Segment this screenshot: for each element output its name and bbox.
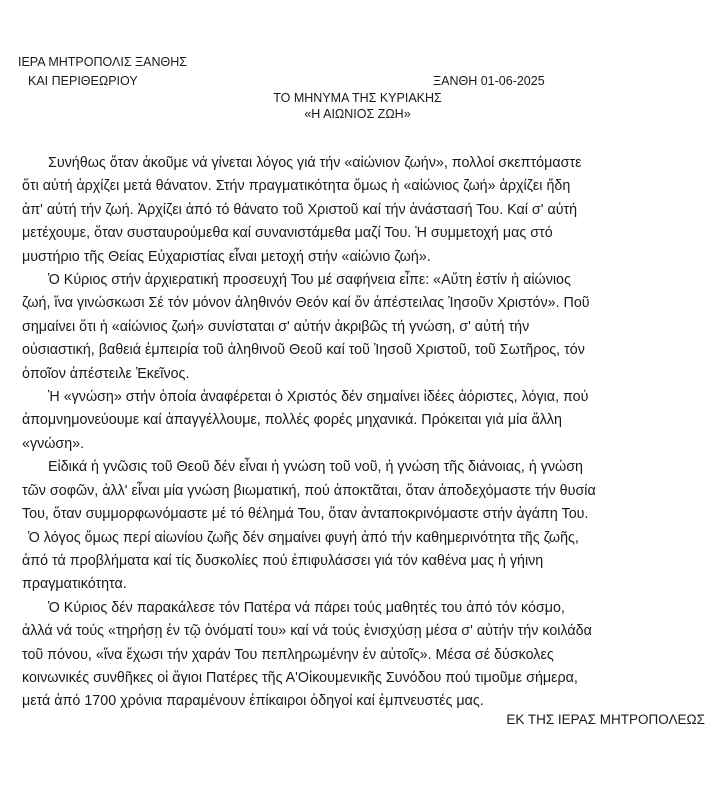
- place-date: ΞΑΝΘΗ 01-06-2025: [433, 74, 545, 88]
- paragraph-line: μυστήριο τῆς Θείας Εὐχαριστίας εἶναι μετοχή στήν «αἰώνιο ζωή».: [22, 248, 431, 265]
- signature: ΕΚ ΤΗΣ ΙΕΡΑΣ ΜΗΤΡΟΠΟΛΕΩΣ: [506, 712, 705, 727]
- paragraph-line: ἀλλά νά τούς «τηρήσῃ ἐν τῷ ὀνόματί του» καί νά τούς ἐνισχύσῃ μέσα σ' αὐτήν τήν κοιλάδα: [22, 623, 592, 640]
- paragraph-6: [22, 597, 702, 714]
- document-title-text: ΤΟ ΜΗΝΥΜΑ ΤΗΣ ΚΥΡΙΑΚΗΣ: [273, 91, 442, 105]
- document-subtitle-text: «Η ΑΙΩΝΙΟΣ ΖΩΗ»: [304, 107, 411, 121]
- paragraph-line: Ὁ λόγος ὅμως περί αἰωνίου ζωῆς δέν σημαίνει φυγή ἀπό τήν καθημερινότητα τῆς ζωῆς,: [28, 529, 579, 546]
- paragraph-line: οὐσιαστική, βαθειά ἐμπειρία τοῦ ἀληθινοῦ Θεοῦ καί τοῦ Ἰησοῦ Χριστοῦ, τοῦ Σωτῆρος, τόν: [22, 342, 585, 359]
- org-name-line1: ΙΕΡΑ ΜΗΤΡΟΠΟΛΙΣ ΞΑΝΘΗΣ: [18, 55, 187, 69]
- paragraph-line: κοινωνικές συνθῆκες οἱ ἅγιοι Πατέρες τῆς Α'Οἰκουμενικῆς Συνόδου πού τιμοῦμε σήμερα,: [22, 669, 578, 686]
- paragraph-line: ἀπό τά προβλήματα καί τίς δυσκολίες πού ἐπιφυλάσσει γιά τόν καθένα μας ἡ γήινη: [22, 552, 544, 569]
- paragraph-line: Του, ὅταν συμμορφωνόμαστε μέ τό θέλημά Του, ὅταν ἀνταποκρινόμαστε στήν ἀγάπη Του.: [22, 506, 589, 523]
- paragraph-line: ἀπομνημονεύουμε καί ἀπαγγέλλουμε, πολλές φορές μηχανικά. Πρόκειται γιά μία ἄλλη: [22, 412, 562, 429]
- paragraph-line: μετά ἀπό 1700 χρόνια παραμένουν ἐπίκαιροι ὁδηγοί καί ἐμπνευστές μας.: [22, 693, 484, 710]
- paragraph-line: μετέχουμε, ὅταν συσταυρούμεθα καί συνανιστάμεθα μαζί Του. Ἡ συμμετοχή μας στό: [22, 225, 553, 242]
- paragraph-line: τοῦ πόνου, «ἵνα ἔχωσι τήν χαράν Του πεπληρωμένην ἐν αὐτοῖς». Μέσα σέ δύσκολες: [22, 646, 554, 663]
- paragraph-line: Ὁ Κύριος δέν παρακάλεσε τόν Πατέρα νά πάρει τούς μαθητές του ἀπό τόν κόσμο,: [48, 599, 565, 616]
- paragraph-5: [22, 527, 702, 597]
- paragraph-line: «γνώση».: [22, 435, 85, 452]
- document-subtitle: [0, 107, 717, 121]
- paragraph-line: σημαίνει ὅτι ἡ «αἰώνιος ζωή» συνίσταται σ' αὐτήν ἀκριβῶς τή γνώση, σ' αὐτή τήν: [22, 318, 530, 335]
- document-title: [0, 91, 717, 105]
- org-name-line2: ΚΑΙ ΠΕΡΙΘΕΩΡΙΟΥ: [28, 74, 138, 88]
- paragraph-line: ἀπ' αὐτή τήν ζωή. Ἀρχίζει ἀπό τό θάνατο τοῦ Χριστοῦ καί τήν ἀνάστασή Του. Καί σ' αὐτή: [22, 201, 578, 218]
- paragraph-line: Εἰδικά ἡ γνῶσις τοῦ Θεοῦ δέν εἶναι ἡ γνώση τοῦ νοῦ, ἡ γνώση τῆς διάνοιας, ἡ γνώση: [48, 459, 583, 476]
- paragraph-line: Συνήθως ὅταν ἀκοῦμε νά γίνεται λόγος γιά τήν «αἰώνιον ζωήν», πολλοί σκεπτόμαστε: [48, 155, 582, 171]
- paragraph-line: τῶν σοφῶν, ἀλλ' εἶναι μία γνώση βιωματική, πού ἀποκτᾶται, ὅταν ἀποδεχόμαστε τήν θυσία: [22, 482, 596, 499]
- paragraph-line: Ἡ «γνώση» στήν ὁποία ἀναφέρεται ὁ Χριστός δέν σημαίνει ἰδέες ἀόριστες, λόγια, πού: [48, 389, 589, 406]
- paragraph-4: [22, 456, 702, 526]
- message-body: [22, 152, 702, 714]
- paragraph-1: [22, 152, 702, 269]
- paragraph-line: ὅτι αὐτή ἀρχίζει μετά θάνατον. Στήν πραγματικότητα ὅμως ἡ «αἰώνιος ζωή» ἀρχίζει ἤδη: [22, 178, 571, 195]
- paragraph-line: ὁποῖον ἀπέστειλε Ἐκεῖνος.: [22, 365, 190, 382]
- paragraph-line: Ὁ Κύριος στήν ἀρχιερατική προσευχή Του μέ σαφήνεια εἶπε: «Αὕτη ἐστίν ἡ αἰώνιος: [48, 272, 571, 289]
- paragraph-2: [22, 269, 702, 386]
- paragraph-3: [22, 386, 702, 456]
- paragraph-line: ζωή, ἵνα γινώσκωσι Σέ τόν μόνον ἀληθινόν Θεόν καί ὅν ἀπέστειλας Ἰησοῦν Χριστόν». Ποῦ: [22, 295, 590, 312]
- paragraph-line: πραγματικότητα.: [22, 576, 127, 593]
